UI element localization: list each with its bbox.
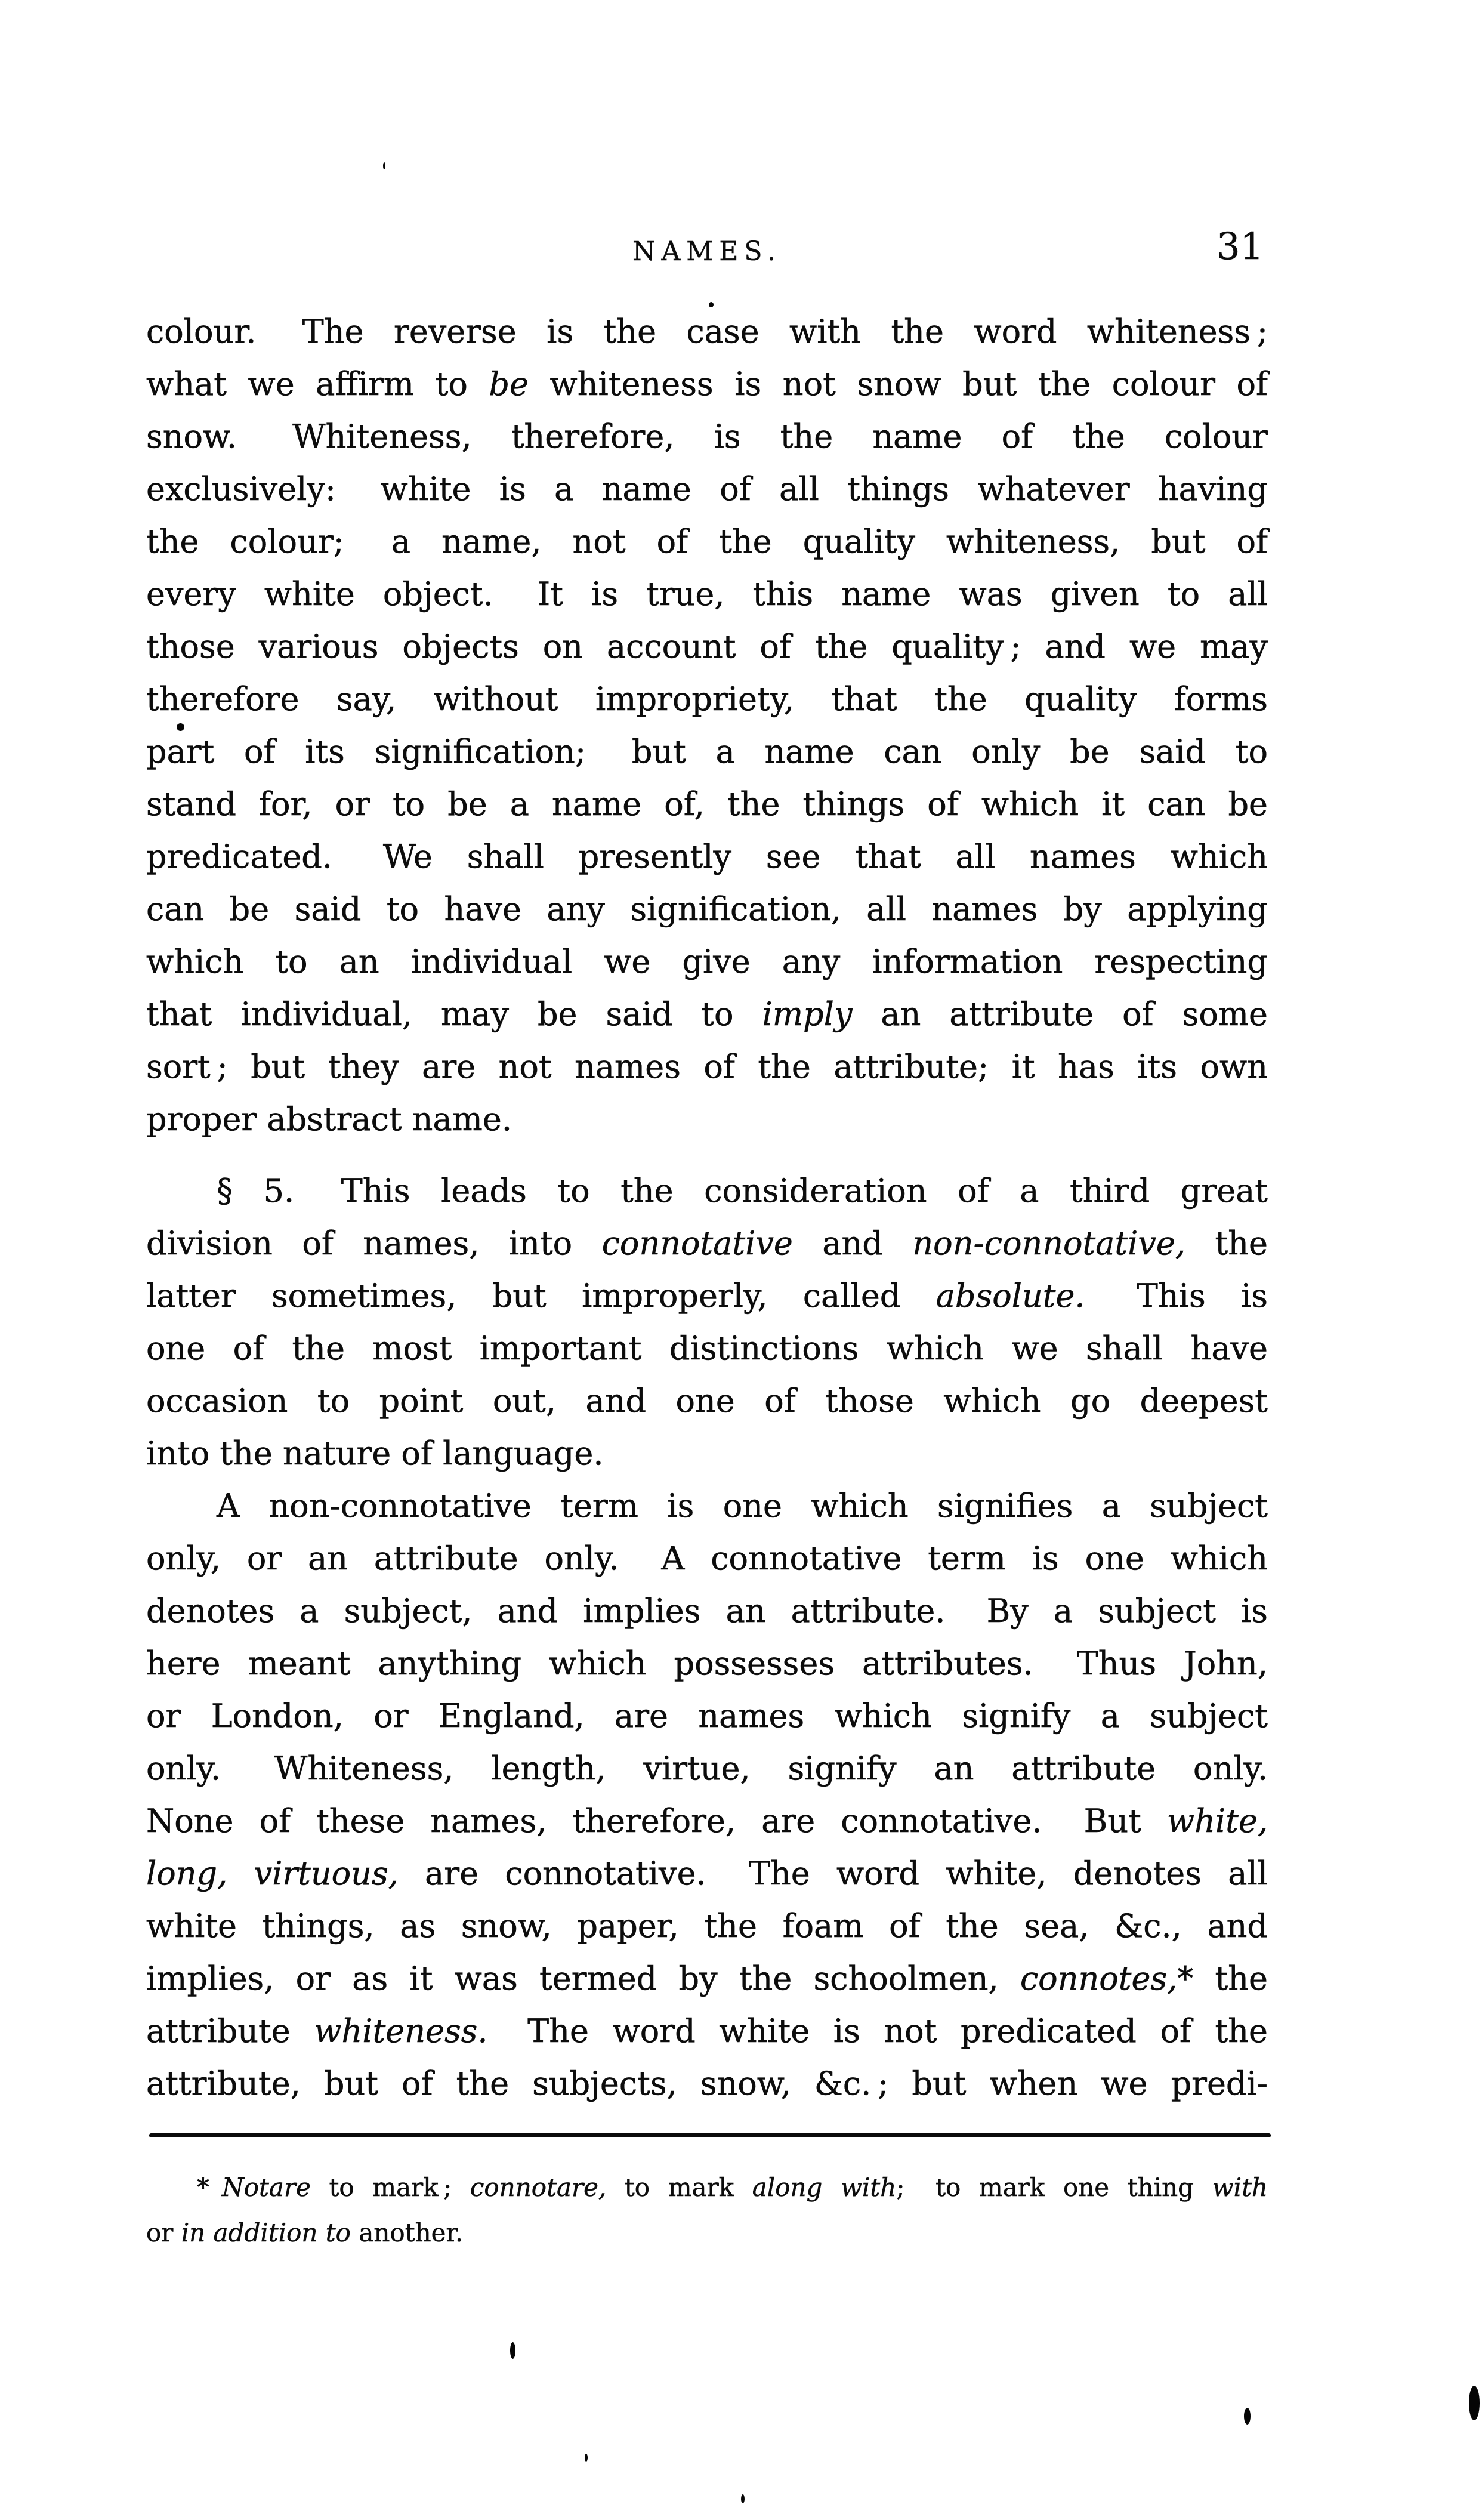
text-line: [146, 1795, 1268, 1847]
text-run: the: [1185, 1224, 1268, 1262]
text-run: stand for, or to be a name of, the things of which it can be: [146, 785, 1268, 823]
text-run: or London, or England, are names which signify a subject: [146, 1697, 1268, 1735]
text-line: [146, 1480, 1268, 1532]
text-run: or: [146, 2218, 181, 2247]
footnote: [146, 2165, 1268, 2256]
text-line: [146, 1953, 1268, 2005]
text-line: [146, 621, 1268, 673]
italic-text-run: imply: [762, 995, 853, 1033]
text-line: [146, 1270, 1268, 1322]
text-run: what we affirm to: [146, 365, 489, 403]
text-line: [146, 2165, 1268, 2210]
text-line: [146, 1532, 1268, 1585]
text-run: that individual, may be said to: [146, 995, 762, 1033]
text-run: The word white is not predicated of the: [487, 2012, 1268, 2050]
text-line: [146, 1217, 1268, 1270]
italic-text-run: connotes,: [1020, 1960, 1178, 1997]
text-line: [146, 831, 1268, 883]
text-run: one of the most important distinctions which we shall have: [146, 1330, 1268, 1367]
text-line: [146, 936, 1268, 988]
text-line: [146, 568, 1268, 621]
ink-speck: [741, 2494, 745, 2503]
ink-speck: [177, 723, 184, 731]
footnote-rule: [149, 2133, 1271, 2137]
text-line: [146, 1585, 1268, 1637]
text-line: [146, 2058, 1268, 2110]
italic-text-run: be: [489, 365, 529, 403]
text-line: [146, 2005, 1268, 2058]
text-line: [146, 988, 1268, 1041]
italic-text-run: along with: [752, 2173, 897, 2202]
text-line: [146, 463, 1268, 516]
text-run: attribute, but of the subjects, snow, &c. ; but when we predi-: [146, 2065, 1268, 2102]
text-line: [146, 1690, 1268, 1742]
italic-text-run: white,: [1166, 1802, 1268, 1840]
page-number: 31: [1217, 224, 1264, 268]
ink-speck: [1469, 2386, 1480, 2420]
text-line: [146, 1375, 1268, 1427]
text-line: [146, 726, 1268, 778]
italic-text-run: connotative: [601, 1224, 793, 1262]
text-line: [146, 673, 1268, 726]
text-line: [146, 358, 1268, 411]
text-run: another.: [350, 2218, 464, 2247]
text-run: ; to mark one thing: [896, 2173, 1212, 2202]
text-line: [146, 2210, 1268, 2256]
text-run: only. Whiteness, length, virtue, signify an attribute only.: [146, 1750, 1268, 1787]
paragraph: [146, 306, 1268, 1146]
text-line: [146, 883, 1268, 936]
text-run: to mark ;: [310, 2173, 470, 2202]
text-run: therefore say, without impropriety, that the quality forms: [146, 680, 1268, 718]
text-run: denotes a subject, and implies an attribute. By a subject is: [146, 1592, 1268, 1630]
text-line: [146, 1637, 1268, 1690]
text-run: division of names, into: [146, 1224, 602, 1262]
text-line: [146, 1041, 1268, 1093]
text-run: This is: [1085, 1277, 1268, 1315]
text-run: sort ; but they are not names of the attribute; it has its own: [146, 1048, 1268, 1085]
text-run: every white object. It is true, this name was given to all: [146, 575, 1268, 613]
text-run: here meant anything which possesses attributes. Thus John,: [146, 1645, 1268, 1682]
text-line: [146, 1847, 1268, 1900]
italic-text-run: non-connotative,: [912, 1224, 1186, 1262]
italic-text-run: in addition to: [181, 2218, 351, 2247]
text-run: attribute: [146, 2012, 314, 2050]
text-run: are connotative. The word white, denotes all: [398, 1855, 1268, 1892]
running-header: NAMES.: [632, 236, 782, 267]
text-line: [146, 411, 1268, 463]
text-line: [146, 306, 1268, 358]
text-run: implies, or as it was termed by the schoolmen,: [146, 1960, 1020, 1997]
ink-speck: [709, 302, 714, 307]
text-line: [146, 516, 1268, 568]
text-run: *: [197, 2173, 222, 2202]
ink-speck: [1244, 2408, 1251, 2425]
text-run: which to an individual we give any information respecting: [146, 943, 1268, 980]
text-run: colour. The reverse is the case with the word whiteness ;: [146, 313, 1268, 350]
text-line: [146, 1900, 1268, 1953]
text-run: white things, as snow, paper, the foam of the sea, &c., and: [146, 1907, 1268, 1945]
italic-text-run: long, virtuous,: [146, 1855, 399, 1892]
text-run: proper abstract name.: [146, 1100, 512, 1138]
ink-speck: [510, 2342, 515, 2359]
text-line: [146, 778, 1268, 831]
text-run: only, or an attribute only. A connotative term is one which: [146, 1540, 1268, 1577]
text-line: [146, 1322, 1268, 1375]
paragraph: [146, 1165, 1268, 1480]
text-run: § 5. This leads to the consideration of a third great: [217, 1172, 1268, 1210]
text-run: None of these names, therefore, are connotative. But: [146, 1802, 1167, 1840]
text-run: latter sometimes, but improperly, called: [146, 1277, 936, 1315]
text-run: into the nature of language.: [146, 1435, 604, 1472]
text-run: * the: [1177, 1960, 1268, 1997]
italic-text-run: Notare: [222, 2173, 311, 2202]
italic-text-run: with: [1212, 2173, 1268, 2202]
text-run: those various objects on account of the quality ; and we may: [146, 628, 1268, 665]
text-line: [146, 1427, 1268, 1480]
text-run: can be said to have any signification, all names by applying: [146, 890, 1268, 928]
italic-text-run: whiteness.: [314, 2012, 488, 2050]
text-run: an attribute of some: [852, 995, 1268, 1033]
text-run: A non-connotative term is one which signifies a subject: [217, 1487, 1268, 1525]
text-run: occasion to point out, and one of those which go deepest: [146, 1382, 1268, 1420]
page-body: [146, 306, 1268, 2110]
text-run: part of its signification; but a name can only be said to: [146, 733, 1268, 770]
text-run: exclusively: white is a name of all things whatever having: [146, 470, 1268, 508]
text-run: the colour; a name, not of the quality whiteness, but of: [146, 523, 1268, 560]
text-run: whiteness is not snow but the colour of: [528, 365, 1268, 403]
text-line: [146, 1093, 1268, 1146]
ink-speck: [383, 162, 385, 169]
ink-speck: [585, 2454, 588, 2462]
italic-text-run: connotare,: [470, 2173, 607, 2202]
text-run: predicated. We shall presently see that all names which: [146, 838, 1268, 875]
text-run: to mark: [606, 2173, 752, 2202]
text-line: [146, 1742, 1268, 1795]
paragraph: [146, 1480, 1268, 2110]
text-run: and: [792, 1224, 913, 1262]
italic-text-run: absolute.: [935, 1277, 1085, 1315]
text-run: snow. Whiteness, therefore, is the name of the colour: [146, 418, 1268, 455]
text-line: [146, 1165, 1268, 1217]
